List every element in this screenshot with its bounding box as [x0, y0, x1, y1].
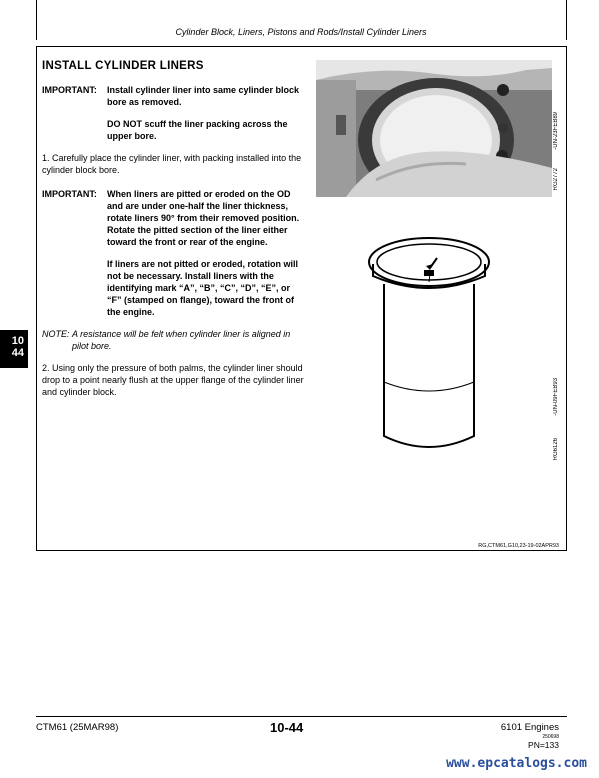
header-right-rule [566, 0, 567, 40]
important-block-1 [42, 84, 304, 142]
footer-date-code: 250698 [542, 734, 559, 740]
liner-illustration [316, 222, 566, 478]
important-block-2 [42, 188, 304, 318]
footer-pn: PN=133 [528, 740, 559, 750]
note-block [42, 328, 304, 352]
important-2-para-1: When liners are pitted or eroded on the OD and are under one-half the liner thickness, rotate liners 90° from their removed position. Rotate the pitted section of the liner either toward the front or rear of the engine. [107, 189, 300, 247]
important-1-para-2: DO NOT scuff the liner packing across the upper bore. [107, 119, 288, 141]
important-label: IMPORTANT: [42, 189, 97, 199]
watermark-link[interactable]: www.epcatalogs.com [446, 756, 587, 771]
footer-rule [36, 716, 567, 717]
important-label: IMPORTANT: [42, 85, 97, 95]
step-1: 1. Carefully place the cylinder liner, with packing installed into the cylinder block bore. [42, 153, 302, 175]
important-2-para-2: If liners are not pitted or eroded, rotation will not be necessary. Install liners with the identifying mark “A”, “B”, “C”, “D”, “E”, or “F” (stamped on flange), toward the front of the engine. [107, 259, 299, 317]
tab-line-1: 10 [11, 335, 24, 347]
photo-code-bottom: RG2772 [553, 168, 559, 191]
section-tab [0, 330, 28, 368]
note-label: NOTE: [42, 329, 70, 339]
section-title: INSTALL CYLINDER LINERS [42, 60, 204, 72]
tab-line-2: 44 [11, 347, 24, 359]
liner-code-top: -UN-09FEB93 [553, 378, 559, 416]
note-text: A resistance will be felt when cylinder liner is aligned in pilot bore. [72, 329, 291, 351]
footer-page-number: 10-44 [270, 720, 304, 735]
liner-installation-photo [316, 60, 552, 197]
footer-manual-id: CTM61 (25MAR98) [36, 722, 119, 733]
photo-illustration [316, 60, 552, 197]
photo-code-top: -UN-23FEB89 [553, 112, 559, 150]
important-1-para-1: Install cylinder liner into same cylinder block bore as removed. [107, 85, 300, 107]
liner-code-bottom: RG6126 [553, 438, 559, 461]
instruction-column [42, 58, 304, 410]
cylinder-liner-drawing [316, 222, 566, 478]
footer-engine-title: 6101 Engines [500, 722, 559, 733]
step-2: 2. Using only the pressure of both palms, the cylinder liner should drop to a point nearly flush at the upper flange of the cylinder liner and cylinder block. [42, 363, 304, 397]
reference-code: RG,CTM61,G10,23-19-02APR93 [478, 543, 559, 549]
page-header-title: Cylinder Block, Liners, Pistons and Rods/Install Cylinder Liners [175, 27, 427, 37]
